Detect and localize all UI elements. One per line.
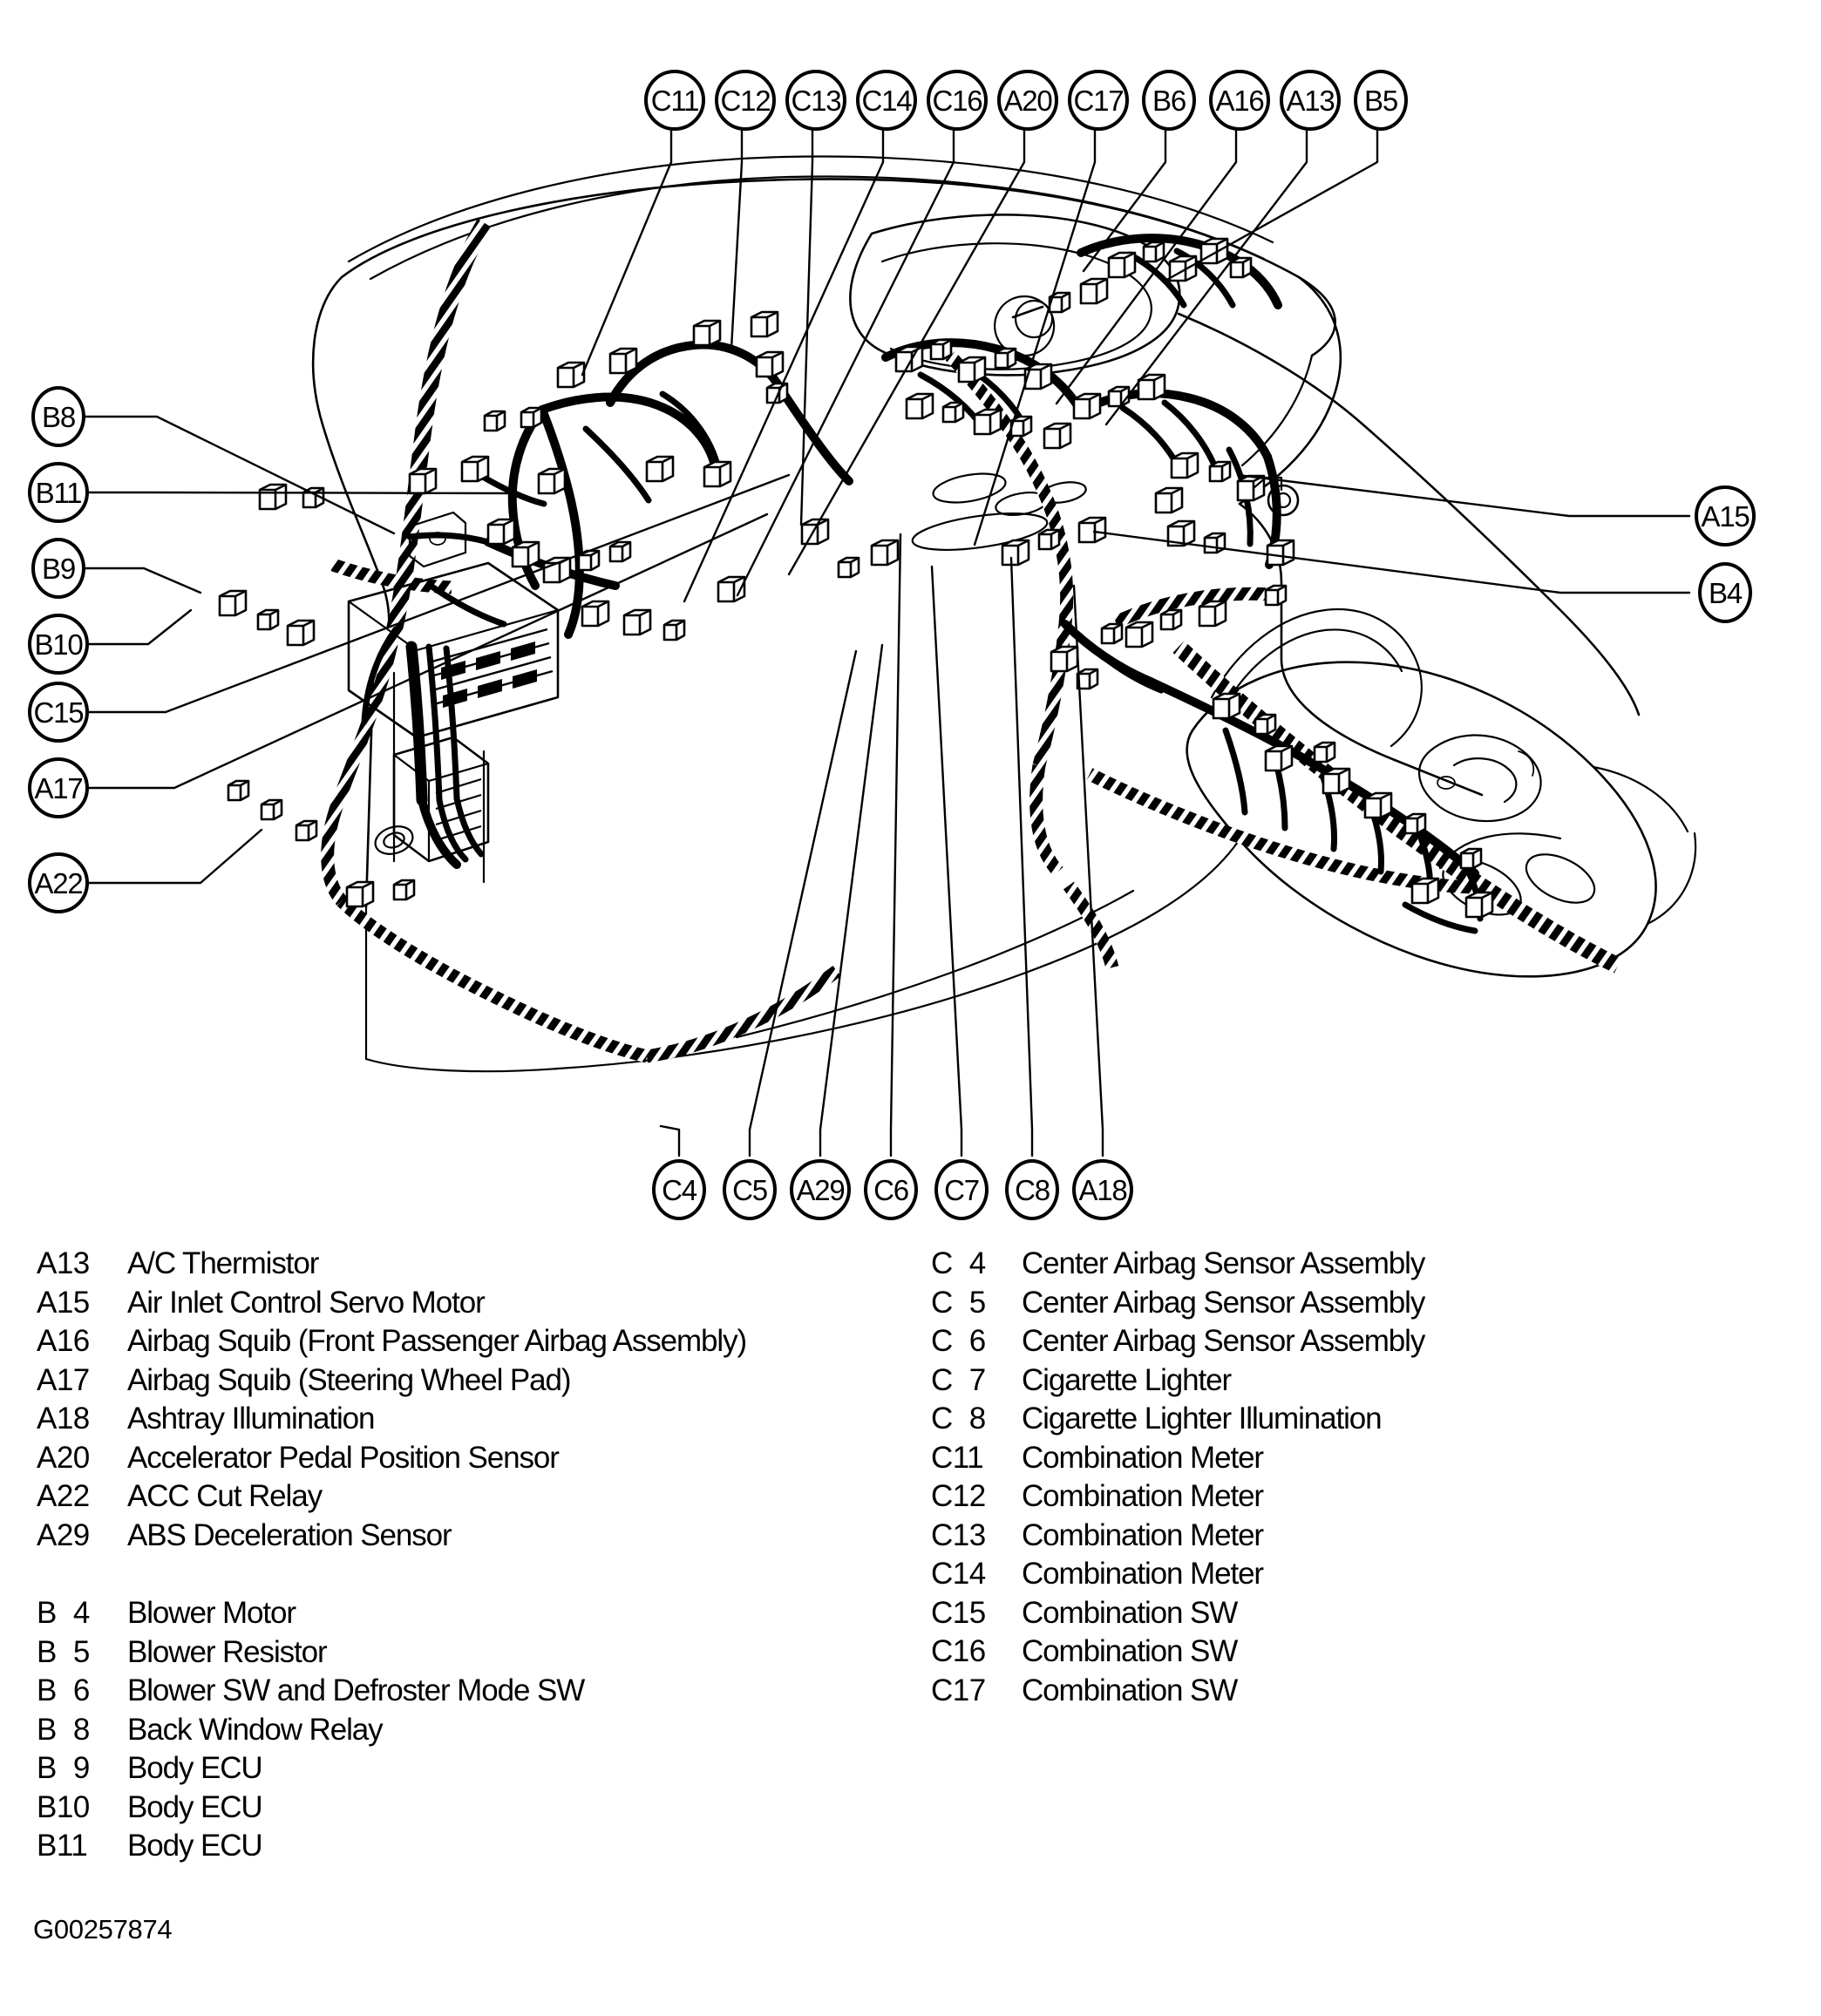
legend-description: Body ECU <box>127 1829 262 1863</box>
legend-row <box>37 1751 908 1790</box>
legend-description: Airbag Squib (Steering Wheel Pad) <box>127 1362 571 1397</box>
legend-description: Combination SW <box>1022 1595 1238 1630</box>
legend-description: Body ECU <box>127 1789 262 1824</box>
callout-a17[interactable]: A17 <box>28 757 89 818</box>
legend-row <box>37 1673 908 1713</box>
callout-leader-lines <box>85 131 1689 1156</box>
legend-code: B 9 <box>37 1751 90 1785</box>
legend-description: Combination SW <box>1022 1673 1238 1707</box>
callout-a29[interactable]: A29 <box>790 1159 851 1220</box>
legend-description: Blower SW and Defroster Mode SW <box>127 1673 585 1707</box>
legend-code: A29 <box>37 1517 90 1552</box>
legend-row <box>37 1324 908 1363</box>
legend-row <box>37 1286 908 1325</box>
callout-c12[interactable]: C12 <box>715 70 776 131</box>
callout-c13[interactable]: C13 <box>785 70 846 131</box>
callout-a16[interactable]: A16 <box>1209 70 1270 131</box>
legend-code: C14 <box>931 1557 986 1591</box>
callout-c15[interactable]: C15 <box>28 682 89 743</box>
legend-description: Airbag Squib (Front Passenger Airbag Assembly) <box>127 1324 747 1358</box>
legend-code: C15 <box>931 1595 986 1630</box>
callout-c7[interactable]: C7 <box>934 1159 989 1220</box>
legend-code: B 4 <box>37 1596 90 1630</box>
legend-code: A16 <box>37 1324 90 1358</box>
legend-code: A18 <box>37 1402 90 1436</box>
legend-description: Air Inlet Control Servo Motor <box>127 1285 485 1320</box>
callout-a20[interactable]: A20 <box>997 70 1058 131</box>
legend-description: Body ECU <box>127 1751 262 1785</box>
legend-description: A/C Thermistor <box>127 1246 319 1280</box>
legend-row <box>931 1441 1785 1480</box>
legend-code: B 6 <box>37 1673 90 1707</box>
legend-row <box>37 1829 908 1868</box>
legend-description: Combination Meter <box>1022 1479 1263 1513</box>
legend-description: Combination SW <box>1022 1634 1238 1668</box>
callout-b10[interactable]: B10 <box>28 614 89 675</box>
legend-description: ABS Deceleration Sensor <box>127 1517 452 1552</box>
callout-a22[interactable]: A22 <box>28 852 89 913</box>
callout-c5[interactable]: C5 <box>723 1159 777 1220</box>
legend-code: C 7 <box>931 1362 986 1397</box>
legend-row <box>37 1441 908 1480</box>
legend-row <box>37 1363 908 1402</box>
legend-row <box>37 1402 908 1441</box>
legend-code: C12 <box>931 1479 986 1513</box>
legend-description: Back Window Relay <box>127 1712 383 1747</box>
callout-a18[interactable]: A18 <box>1072 1159 1133 1220</box>
legend-code: A17 <box>37 1362 90 1397</box>
legend-code: A22 <box>37 1479 90 1513</box>
legend-row <box>37 1713 908 1752</box>
legend-description: Ashtray Illumination <box>127 1402 375 1436</box>
legend-row <box>931 1479 1785 1518</box>
legend-row <box>931 1363 1785 1402</box>
figure-id-code: G00257874 <box>33 1914 173 1945</box>
legend-row <box>37 1596 908 1635</box>
legend-description: Combination Meter <box>1022 1517 1263 1552</box>
callout-b11[interactable]: B11 <box>28 462 89 523</box>
legend-row <box>931 1402 1785 1441</box>
legend-description: Combination Meter <box>1022 1440 1263 1475</box>
legend-code: C 8 <box>931 1402 986 1436</box>
callout-a13[interactable]: A13 <box>1280 70 1341 131</box>
component-legend <box>0 1246 1821 1944</box>
legend-row <box>931 1557 1785 1596</box>
legend-code: C 5 <box>931 1285 986 1320</box>
legend-row <box>931 1634 1785 1673</box>
callout-c6[interactable]: C6 <box>864 1159 918 1220</box>
callout-b5[interactable]: B5 <box>1354 70 1408 131</box>
legend-row <box>931 1246 1785 1286</box>
legend-row <box>931 1286 1785 1325</box>
legend-code: C 6 <box>931 1324 986 1358</box>
callout-b9[interactable]: B9 <box>31 538 85 599</box>
callout-b6[interactable]: B6 <box>1142 70 1196 131</box>
legend-code: A15 <box>37 1285 90 1320</box>
legend-code: B 8 <box>37 1712 90 1747</box>
legend-code: C13 <box>931 1517 986 1552</box>
legend-row <box>37 1479 908 1518</box>
callout-c16[interactable]: C16 <box>927 70 988 131</box>
legend-code: B11 <box>37 1829 88 1863</box>
legend-code: B10 <box>37 1789 90 1824</box>
legend-code: C11 <box>931 1440 984 1475</box>
legend-description: Center Airbag Sensor Assembly <box>1022 1285 1425 1320</box>
legend-section-gap <box>37 1557 908 1596</box>
callout-a15[interactable]: A15 <box>1695 485 1756 546</box>
legend-description: Combination Meter <box>1022 1557 1263 1591</box>
legend-code: C 4 <box>931 1246 986 1280</box>
legend-description: Blower Resistor <box>127 1634 327 1669</box>
legend-row <box>37 1635 908 1674</box>
callout-c11[interactable]: C11 <box>644 70 705 131</box>
callout-b4[interactable]: B4 <box>1698 562 1752 623</box>
legend-description: ACC Cut Relay <box>127 1479 322 1513</box>
legend-row <box>931 1596 1785 1635</box>
legend-description: Blower Motor <box>127 1596 296 1630</box>
legend-description: Cigarette Lighter <box>1022 1362 1232 1397</box>
legend-description: Center Airbag Sensor Assembly <box>1022 1246 1425 1280</box>
legend-description: Cigarette Lighter Illumination <box>1022 1402 1382 1436</box>
legend-code: C16 <box>931 1634 986 1668</box>
legend-row <box>37 1246 908 1286</box>
legend-row <box>37 1790 908 1829</box>
legend-code: B 5 <box>37 1634 90 1669</box>
legend-code: A20 <box>37 1440 90 1475</box>
legend-row <box>931 1673 1785 1713</box>
callout-c17[interactable]: C17 <box>1068 70 1129 131</box>
legend-row <box>37 1518 908 1558</box>
callout-c14[interactable]: C14 <box>856 70 917 131</box>
legend-description: Accelerator Pedal Position Sensor <box>127 1440 559 1475</box>
legend-column-right <box>931 1246 1785 1712</box>
legend-description: Center Airbag Sensor Assembly <box>1022 1324 1425 1358</box>
legend-row <box>931 1518 1785 1558</box>
callout-c4[interactable]: C4 <box>652 1159 706 1220</box>
callout-c8[interactable]: C8 <box>1005 1159 1059 1220</box>
legend-column-left <box>37 1246 908 1868</box>
callout-b8[interactable]: B8 <box>31 386 85 447</box>
dash-body-outline <box>313 157 1695 1072</box>
legend-row <box>931 1324 1785 1363</box>
legend-code: C17 <box>931 1673 986 1707</box>
legend-code: A13 <box>37 1246 90 1280</box>
